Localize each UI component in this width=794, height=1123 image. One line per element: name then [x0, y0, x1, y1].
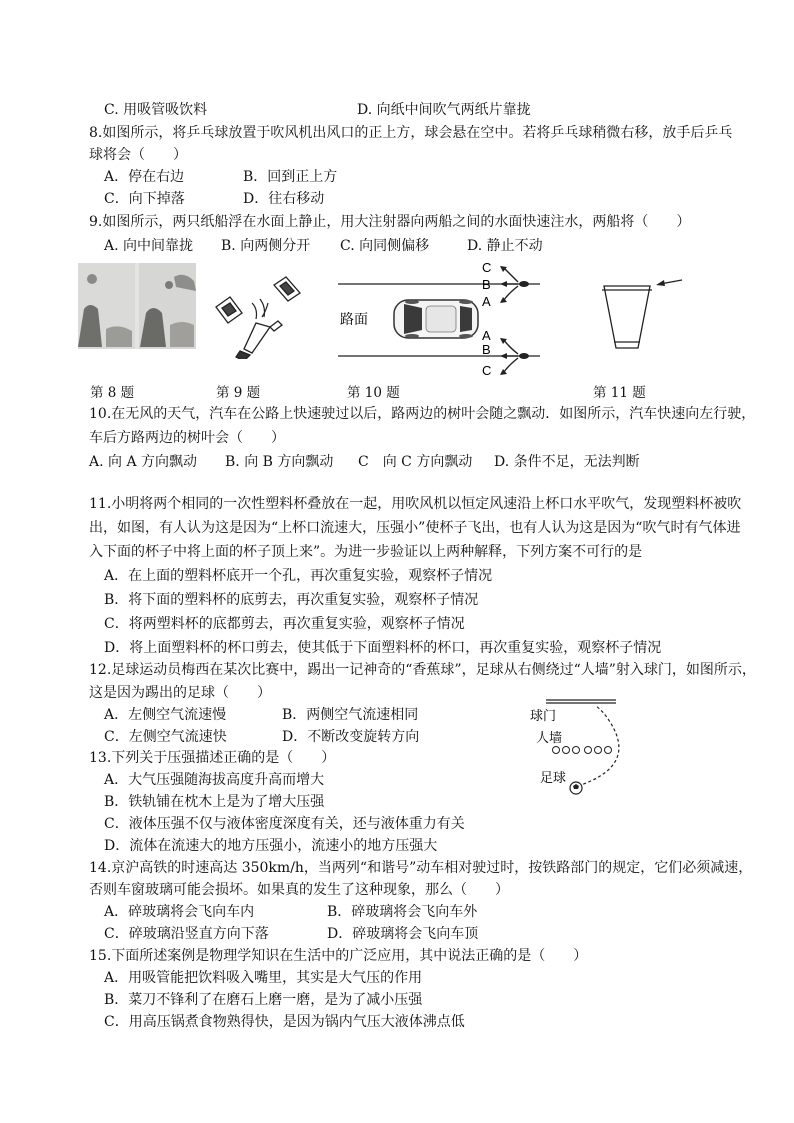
road-label: 路面 [340, 311, 368, 327]
option-8a: A．停在右边 [104, 169, 185, 185]
question-10-line1: 10.在无风的天气，汽车在公路上快速驶过以后，路两边的树叶会随之飘动．如图所示，汽车快速向左行驶， [89, 406, 756, 422]
option-8d: D．往右移动 [243, 191, 325, 207]
question-8-line1: 8.如图所示，将乒乓球放置于吹风机出风口的正上方，球会悬在空中。若将乒乓球稍微右移，放手后乒乓 [89, 125, 733, 141]
caption-fig9: 第 9 题 [216, 385, 261, 401]
option-8c: C．向下掉落 [104, 191, 185, 207]
option-11c: C．将两塑料杯的底都剪去，再次重复实验，观察杯子情况 [104, 616, 465, 632]
figure-10-car-road [334, 258, 544, 378]
caption-fig10: 第 10 题 [347, 385, 400, 401]
label-a-bottom: A [482, 328, 491, 343]
label-c-top: C [482, 260, 492, 275]
option-15c: C．用高压锅煮食物熟得快，是因为锅内气压大液体沸点低 [104, 1014, 465, 1030]
arrow-icon [656, 280, 665, 286]
option-14c: C．碎玻璃沿竖直方向下落 [104, 926, 269, 942]
option-9a: A. 向中间靠拢 [104, 238, 194, 254]
ball-label: 足球 [540, 770, 567, 785]
figure-12-banana-kick [526, 692, 636, 802]
question-10-line2: 车后方路两边的树叶会（ ） [89, 430, 285, 446]
option-15a: A．用吸管能把饮料吸入嘴里，其实是大气压的作用 [104, 970, 423, 986]
question-12-line2: 这是因为踢出的足球（ ） [89, 685, 271, 701]
label-a-top: A [482, 294, 491, 309]
option-13d: D．流体在流速大的地方压强小，流速小的地方压强大 [104, 838, 438, 854]
option-10c: C 向 C 方向飘动 [358, 454, 473, 470]
caption-fig8: 第 8 题 [90, 385, 135, 401]
option-13c: C．液体压强不仅与液体密度深度有关，还与液体重力有关 [104, 816, 465, 832]
goal-label: 球门 [530, 708, 557, 723]
label-b-bottom: B [482, 342, 491, 357]
option-10b: B. 向 B 方向飘动 [225, 454, 334, 470]
question-12-line1: 12.足球运动员梅西在某次比赛中，踢出一记神奇的“香蕉球”，足球从右侧绕过“人墙”射入球门，如图所示， [89, 662, 756, 678]
car-icon [394, 300, 478, 338]
question-14-line1: 14.京沪高铁的时速高达 350km/h，当两列“和谐号”动车相对驶过时，按铁路部门的规定，它们必须减速， [89, 860, 753, 876]
figure-11-cups [598, 274, 686, 354]
option-14d: D．碎玻璃将会飞向车顶 [327, 926, 479, 942]
option-10d: D. 条件不足，无法判断 [494, 454, 640, 470]
option-7d: D. 向纸中间吹气两纸片靠拢 [357, 102, 531, 118]
question-9: 9.如图所示，两只纸船浮在水面上静止，用大注射器向两船之间的水面快速注水，两船将（ ） [89, 214, 691, 230]
option-14b: B．碎玻璃将会飞向车外 [327, 904, 478, 920]
option-14a: A．碎玻璃将会飞向车内 [104, 904, 255, 920]
option-15b: B．菜刀不锋利了在磨石上磨一磨，是为了减小压强 [104, 992, 423, 1008]
option-7c: C. 用吸管吸饮料 [104, 102, 208, 118]
question-15: 15.下面所述案例是物理学知识在生活中的广泛应用，其中说法正确的是（ ） [89, 948, 588, 964]
option-12c: C．左侧空气流速快 [104, 729, 227, 745]
wall-label: 人墙 [536, 730, 563, 745]
option-11d: D．将上面塑料杯的杯口剪去，使其低于下面塑料杯的杯口，再次重复实验，观察杯子情况 [104, 640, 662, 656]
question-13: 13.下列关于压强描述正确的是（ ） [89, 750, 336, 766]
wall-players [553, 747, 612, 754]
option-13b: B．铁轨铺在枕木上是为了增大压强 [104, 794, 325, 810]
question-11-line1: 11.小明将两个相同的一次性塑料杯叠放在一起，用吹风机以恒定风速沿上杯口水平吹气，发现塑料杯被吹 [89, 496, 742, 512]
option-12d: D．不断改变旋转方向 [282, 729, 420, 745]
caption-fig11: 第 11 题 [593, 385, 646, 401]
question-11-line2: 出，如图，有人认为这是因为“上杯口流速大，压强小”使杯子飞出，也有人认为这是因为“吹气时有气体进 [89, 520, 741, 536]
option-9d: D. 静止不动 [467, 238, 543, 254]
option-12a: A．左侧空气流速慢 [104, 707, 227, 723]
option-9c: C. 向同侧偏移 [340, 238, 430, 254]
figure-8-photo [78, 263, 196, 349]
option-11a: A．在上面的塑料杯底开一个孔，再次重复实验，观察杯子情况 [104, 568, 493, 584]
label-c-bottom: C [482, 363, 492, 378]
option-11b: B．将下面的塑料杯的底剪去，再次重复实验，观察杯子情况 [104, 592, 479, 608]
figure-9-boats [212, 273, 308, 359]
option-13a: A．大气压强随海拔高度升高而增大 [104, 772, 325, 788]
option-12b: B．两侧空气流速相同 [282, 707, 419, 723]
question-14-line2: 否则车窗玻璃可能会损坏。如果真的发生了这种现象，那么（ ） [89, 882, 509, 898]
question-8-line2: 球将会（ ） [89, 147, 187, 163]
option-9b: B. 向两侧分开 [221, 238, 311, 254]
question-11-line3: 入下面的杯子中将上面的杯子顶上来”。为进一步验证以上两种解释，下列方案不可行的是 [89, 544, 643, 560]
option-10a: A. 向 A 方向飘动 [89, 454, 198, 470]
option-8b: B．回到正上方 [243, 169, 338, 185]
label-b-top: B [482, 277, 491, 292]
